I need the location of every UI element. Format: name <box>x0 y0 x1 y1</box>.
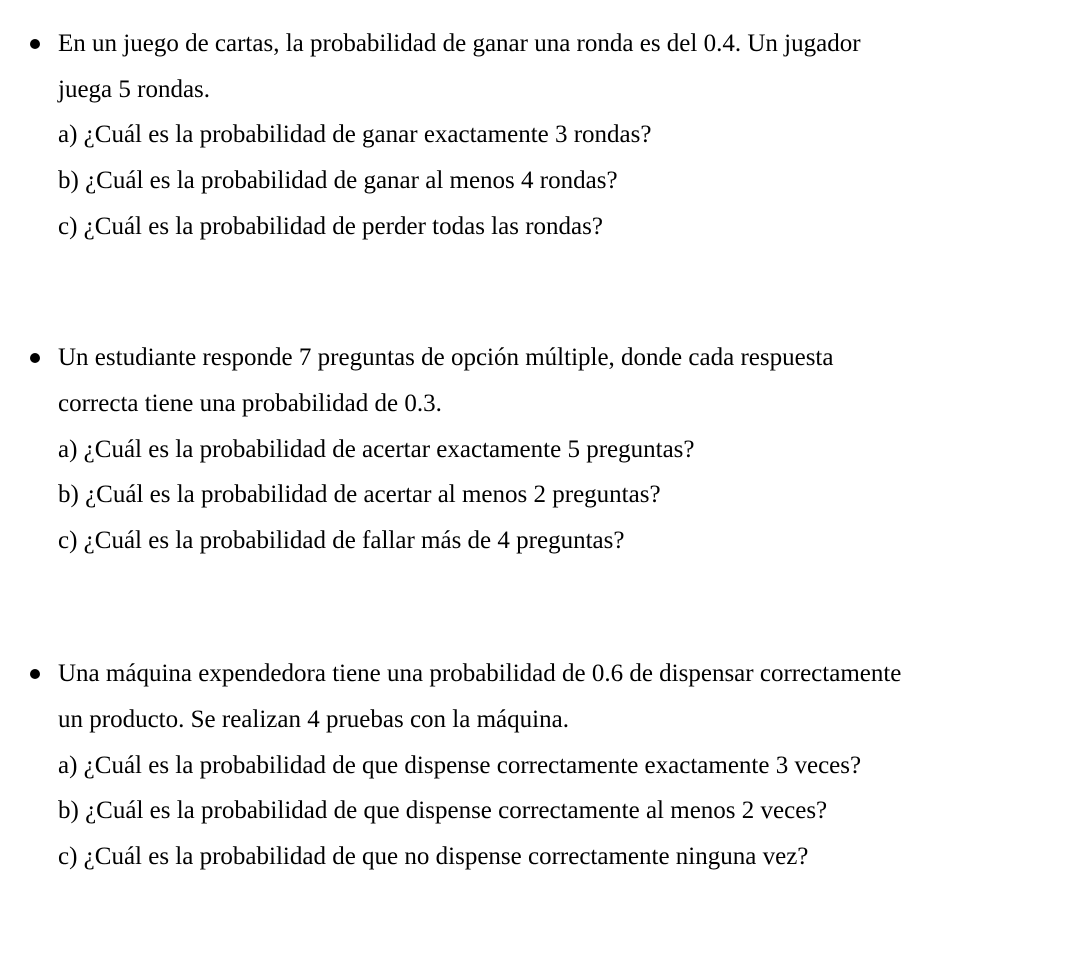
problem-1-question-c: c) ¿Cuál es la probabilidad de perder todas las rondas? <box>58 213 603 240</box>
problem-1-statement-line-1: En un juego de cartas, la probabilidad de ganar una ronda es del 0.4. Un jugador <box>58 30 861 57</box>
problem-3-question-a: a) ¿Cuál es la probabilidad de que dispense correctamente exactamente 3 veces? <box>58 752 862 779</box>
problem-3-question-b: b) ¿Cuál es la probabilidad de que dispense correctamente al menos 2 veces? <box>58 797 828 824</box>
problem-2-statement-line-1: Un estudiante responde 7 preguntas de opción múltiple, donde cada respuesta <box>58 344 834 371</box>
problem-3-statement-line-1: Una máquina expendedora tiene una probabilidad de 0.6 de dispensar correctamente <box>58 660 902 687</box>
bullet-icon <box>30 39 40 49</box>
problem-1-statement-line-2: juega 5 rondas. <box>58 76 211 103</box>
problem-1-question-a: a) ¿Cuál es la probabilidad de ganar exactamente 3 rondas? <box>58 121 652 148</box>
problem-3-statement-line-2: un producto. Se realizan 4 pruebas con la máquina. <box>58 706 569 733</box>
problem-2-question-c: c) ¿Cuál es la probabilidad de fallar más de 4 preguntas? <box>58 527 625 554</box>
problem-2-question-a: a) ¿Cuál es la probabilidad de acertar exactamente 5 preguntas? <box>58 436 695 463</box>
bullet-icon <box>30 669 40 679</box>
problem-3-question-c: c) ¿Cuál es la probabilidad de que no dispense correctamente ninguna vez? <box>58 843 809 870</box>
bullet-icon <box>30 353 40 363</box>
problem-2-statement-line-2: correcta tiene una probabilidad de 0.3. <box>58 390 442 417</box>
problem-1-question-b: b) ¿Cuál es la probabilidad de ganar al menos 4 rondas? <box>58 167 618 194</box>
problem-2-question-b: b) ¿Cuál es la probabilidad de acertar al menos 2 preguntas? <box>58 481 661 508</box>
